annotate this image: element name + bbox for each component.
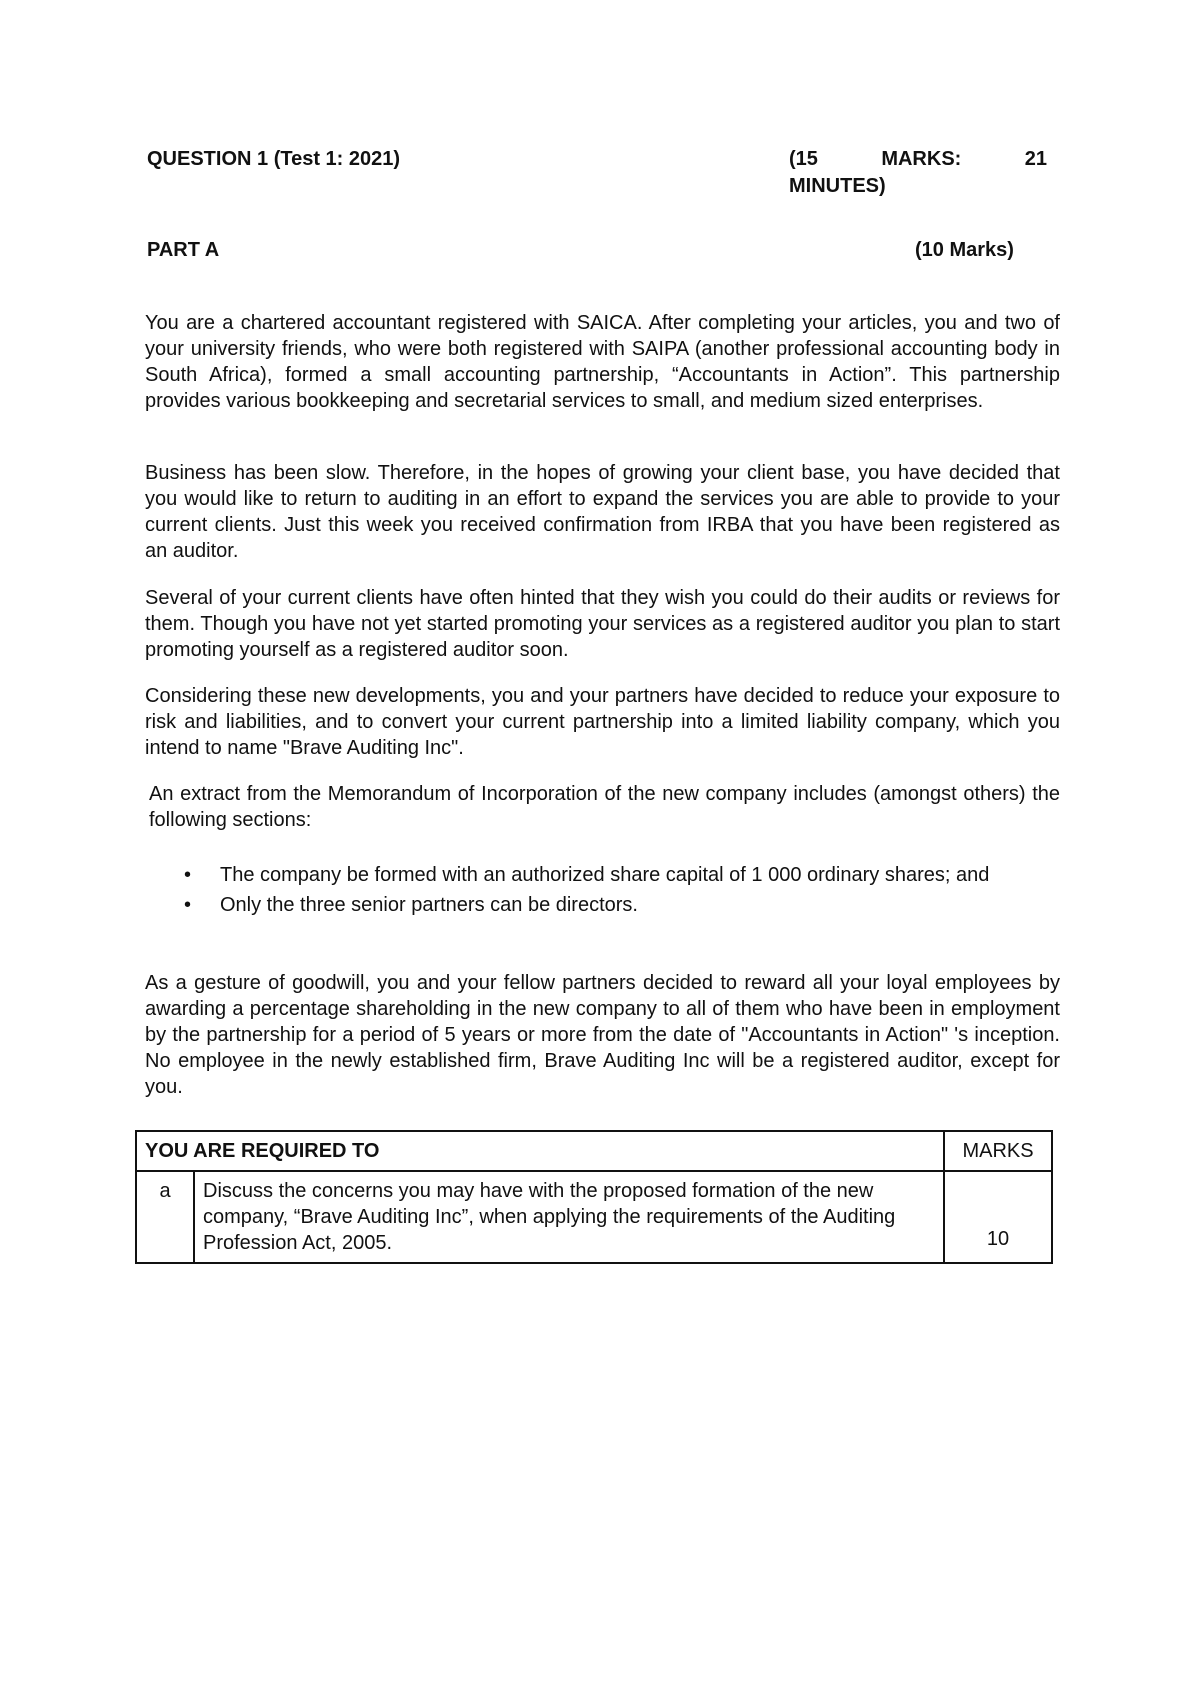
paragraph-clients: Several of your current clients have often hinted that they wish you could do their audits or reviews for them. Though you have not yet started promoting your services as a registered auditor you plan to start promoting yourself as a registered auditor soon. <box>145 587 1060 661</box>
part-marks: (10 Marks) <box>915 239 1014 261</box>
minutes-label: MINUTES) <box>789 175 886 197</box>
bullet-icon: • <box>184 864 192 886</box>
marks-label: MARKS: <box>881 148 962 170</box>
table-row <box>136 1171 1052 1263</box>
minutes-value: 21 <box>1024 148 1047 170</box>
table-header-row <box>136 1131 1052 1171</box>
requirement-text: Discuss the concerns you may have with the proposed formation of the new company, “Brave Auditing Inc”, when applying the requirements of the Auditing Profession Act, 2005. <box>194 1171 944 1263</box>
part-title: PART A <box>147 239 220 261</box>
bullet-icon: • <box>184 894 192 916</box>
paragraph-goodwill: As a gesture of goodwill, you and your fellow partners decided to reward all your loyal employees by awarding a percentage shareholding in the new company to all of them who have been in employment by the partnership for a period of 5 years or more from the date of "Accountants in Action" 's inception. No employee in the newly established firm, Brave Auditing Inc will be a registered auditor, except for you. <box>145 972 1060 1098</box>
header-marks: MARKS <box>944 1131 1052 1171</box>
list-item-text: The company be formed with an authorized share capital of 1 000 ordinary shares; and <box>220 864 990 886</box>
requirements-table <box>135 1130 1053 1264</box>
marks-open: (15 <box>789 148 818 170</box>
paragraph-business: Business has been slow. Therefore, in the hopes of growing your client base, you have decided that you would like to return to auditing in an effort to expand the services you are able to provide to your current clients. Just this week you received confirmation from IRBA that you have been registered as an auditor. <box>145 462 1060 562</box>
paragraph-developments: Considering these new developments, you and your partners have decided to reduce your exposure to risk and liabilities, and to convert your current partnership into a limited liability company, which you intend to name "Brave Auditing Inc". <box>145 685 1060 759</box>
memorandum-sections-list <box>170 862 1060 922</box>
question-marks <box>789 146 1047 200</box>
paragraph-memorandum: An extract from the Memorandum of Incorporation of the new company includes (amongst others) the following sections: <box>149 783 1060 831</box>
header-required: YOU ARE REQUIRED TO <box>136 1131 944 1171</box>
list-item <box>170 892 1060 918</box>
requirement-marks: 10 <box>944 1171 1052 1263</box>
paragraph-intro: You are a chartered accountant registered with SAICA. After completing your articles, you and two of your university friends, who were both registered with SAIPA (another professional accounting body in South Africa), formed a small accounting partnership, “Accountants in Action”. This partnership provides various bookkeeping and secretarial services to small, and medium sized enterprises. <box>145 312 1060 412</box>
list-item-text: Only the three senior partners can be directors. <box>220 894 638 916</box>
requirement-letter: a <box>136 1171 194 1263</box>
question-title: QUESTION 1 (Test 1: 2021) <box>147 148 401 170</box>
list-item <box>170 862 1060 888</box>
